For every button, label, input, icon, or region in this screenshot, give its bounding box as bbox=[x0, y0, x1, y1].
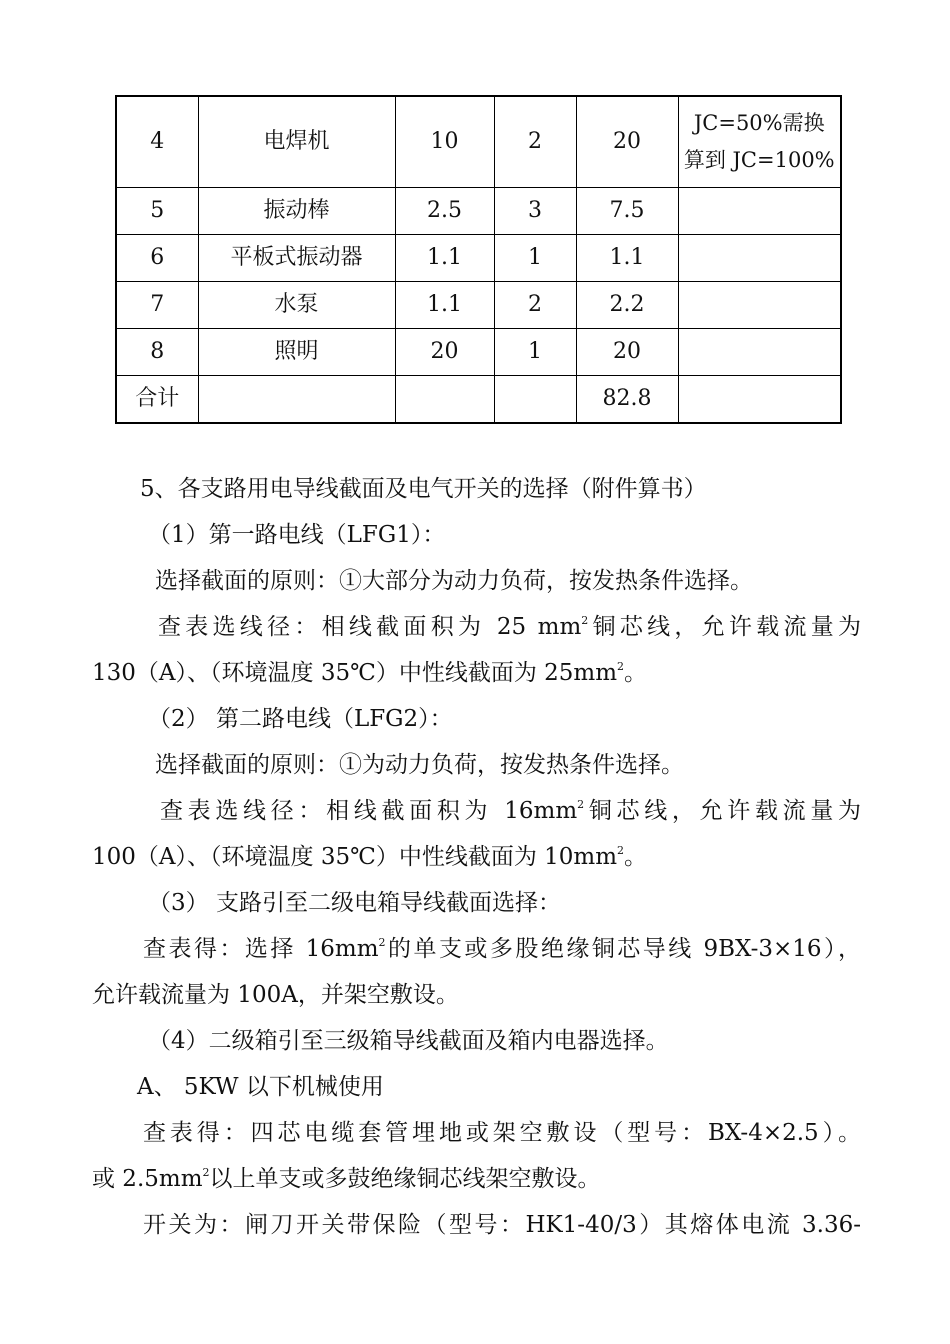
cell-no: 8 bbox=[116, 329, 198, 376]
cell-no: 4 bbox=[116, 96, 198, 188]
paragraph: 开关为：闸刀开关带保险（型号：HK1-40/3）其熔体电流 3.36- bbox=[143, 1212, 861, 1238]
note-line-1: JC=50%需换 bbox=[693, 111, 825, 136]
superscript: 2 bbox=[581, 614, 589, 627]
cell-total: 2.2 bbox=[576, 282, 678, 329]
paragraph: 查表得：四芯电缆套管埋地或架空敷设（型号：BX-4×2.5）。 bbox=[143, 1120, 861, 1146]
cell-total: 20 bbox=[576, 329, 678, 376]
cell-note bbox=[678, 96, 841, 188]
cell-name bbox=[198, 376, 395, 424]
text-span: 。 bbox=[624, 844, 648, 870]
load-table bbox=[115, 95, 842, 424]
section-heading: 5、各支路用电导线截面及电气开关的选择（附件算书） bbox=[140, 476, 707, 502]
cell-qty: 3 bbox=[494, 188, 576, 235]
cell-name: 水泵 bbox=[198, 282, 395, 329]
text-span: 100（A）、（环境温度 35℃）中性线截面为 10mm bbox=[92, 844, 618, 870]
paragraph bbox=[92, 1156, 862, 1202]
superscript: 2 bbox=[617, 844, 625, 857]
cell-no: 7 bbox=[116, 282, 198, 329]
subheading-lfg2: （2） 第二路电线（LFG2）： bbox=[148, 706, 453, 732]
text-span: 铜芯线，允许载流量为 bbox=[584, 798, 862, 824]
cell-note bbox=[678, 188, 841, 235]
text-span: 或 2.5mm bbox=[92, 1166, 203, 1192]
cell-power: 2.5 bbox=[395, 188, 494, 235]
table-row bbox=[116, 188, 841, 235]
subheading-lfg1: （1）第一路电线（LFG1）： bbox=[148, 522, 446, 548]
text-span: 查表选线径：相线截面积为 25 mm bbox=[158, 614, 582, 640]
superscript: 2 bbox=[378, 936, 386, 949]
superscript: 2 bbox=[202, 1166, 210, 1179]
cell-total: 7.5 bbox=[576, 188, 678, 235]
note-line-2: 算到 JC=100% bbox=[683, 148, 835, 172]
paragraph bbox=[143, 926, 861, 972]
cell-no: 合计 bbox=[116, 376, 198, 424]
cell-qty bbox=[494, 376, 576, 424]
table-row-total bbox=[116, 376, 841, 424]
paragraph: 选择截面的原则：①大部分为动力负荷，按发热条件选择。 bbox=[155, 568, 753, 594]
superscript: 2 bbox=[577, 798, 585, 811]
text-span: 以上单支或多鼓绝缘铜芯线架空敷设。 bbox=[209, 1166, 601, 1192]
superscript: 2 bbox=[617, 660, 625, 673]
cell-power: 1.1 bbox=[395, 282, 494, 329]
paragraph bbox=[160, 788, 861, 834]
cell-total: 1.1 bbox=[576, 235, 678, 282]
subheading-level3: （4）二级箱引至三级箱导线截面及箱内电器选择。 bbox=[148, 1028, 669, 1054]
text-span: 查表得：选择 16mm bbox=[143, 936, 379, 962]
cell-note bbox=[678, 282, 841, 329]
table-row bbox=[116, 282, 841, 329]
paragraph: 允许载流量为 100A，并架空敷设。 bbox=[92, 982, 459, 1008]
paragraph bbox=[158, 604, 861, 650]
cell-qty: 1 bbox=[494, 329, 576, 376]
cell-no: 5 bbox=[116, 188, 198, 235]
paragraph bbox=[92, 834, 862, 880]
item-a: A、 5KW 以下机械使用 bbox=[137, 1074, 384, 1100]
cell-note bbox=[678, 329, 841, 376]
text-span: 130（A）、（环境温度 35℃）中性线截面为 25mm bbox=[92, 660, 618, 686]
cell-qty: 2 bbox=[494, 96, 576, 188]
cell-name: 振动棒 bbox=[198, 188, 395, 235]
cell-power: 1.1 bbox=[395, 235, 494, 282]
subheading-branch: （3） 支路引至二级电箱导线截面选择： bbox=[148, 890, 561, 916]
cell-qty: 1 bbox=[494, 235, 576, 282]
text-span: 铜芯线，允许载流量为 bbox=[588, 614, 861, 640]
cell-note bbox=[678, 235, 841, 282]
cell-power: 20 bbox=[395, 329, 494, 376]
text-span: 的单支或多股绝缘铜芯导线 9BX-3×16）， bbox=[385, 936, 861, 962]
paragraph: 选择截面的原则：①为动力负荷，按发热条件选择。 bbox=[155, 752, 684, 778]
table-row bbox=[116, 235, 841, 282]
cell-power: 10 bbox=[395, 96, 494, 188]
cell-name: 平板式振动器 bbox=[198, 235, 395, 282]
paragraph bbox=[92, 650, 862, 696]
cell-total: 20 bbox=[576, 96, 678, 188]
table-row bbox=[116, 329, 841, 376]
cell-no: 6 bbox=[116, 235, 198, 282]
text-span: 。 bbox=[624, 660, 648, 686]
cell-name: 照明 bbox=[198, 329, 395, 376]
cell-total: 82.8 bbox=[576, 376, 678, 424]
cell-power bbox=[395, 376, 494, 424]
cell-qty: 2 bbox=[494, 282, 576, 329]
table-row bbox=[116, 96, 841, 188]
text-span: 查表选线径：相线截面积为 16mm bbox=[160, 798, 578, 824]
cell-name: 电焊机 bbox=[198, 96, 395, 188]
cell-note bbox=[678, 376, 841, 424]
